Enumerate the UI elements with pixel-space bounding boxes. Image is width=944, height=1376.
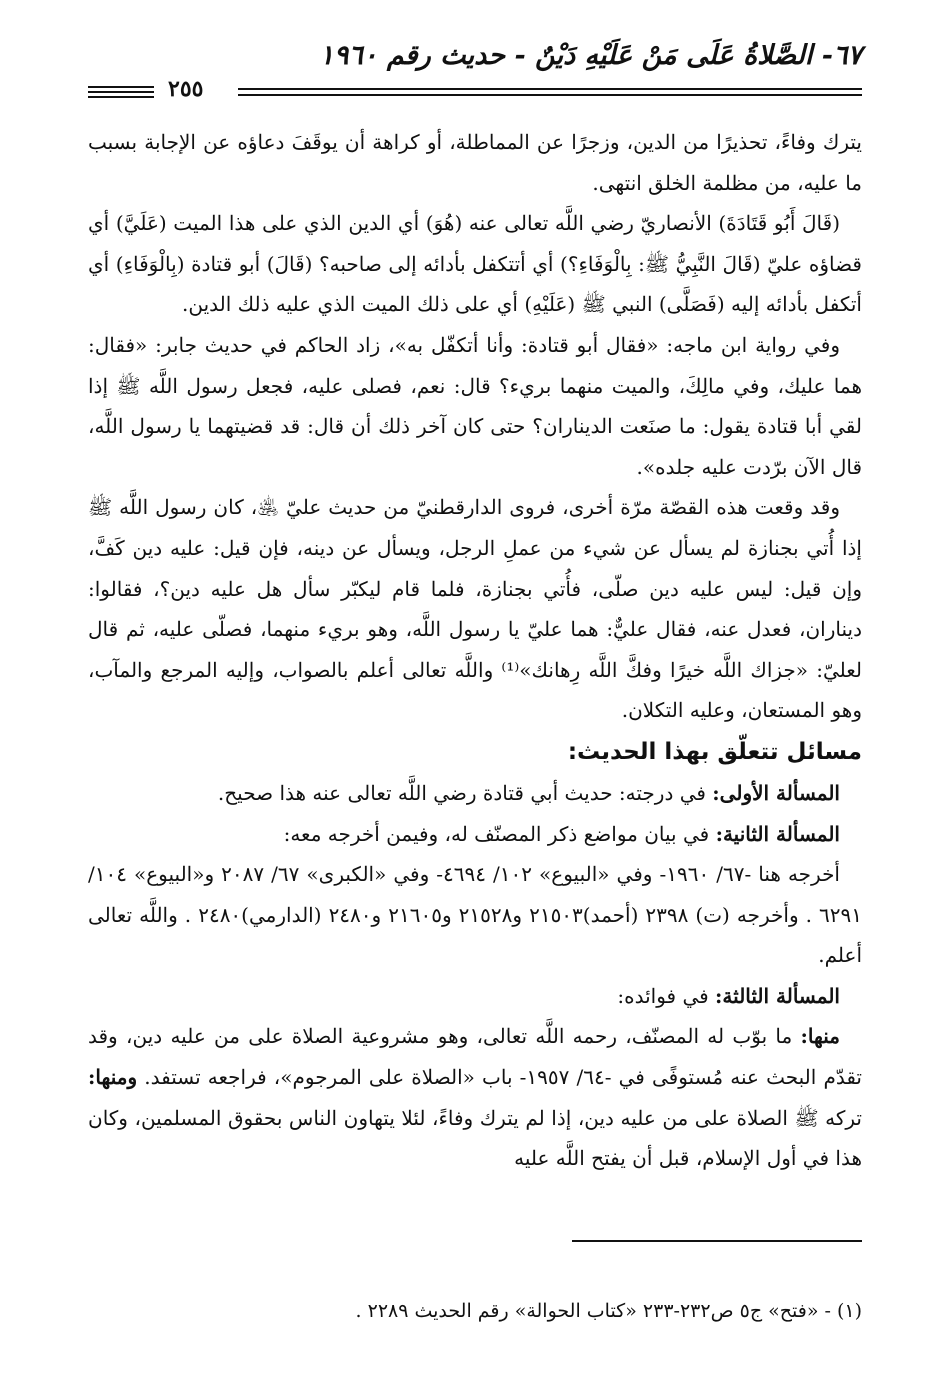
section-heading: مسائل تتعلّق بهذا الحديث: bbox=[567, 738, 862, 765]
issue-second-body: أخرجه هنا -٦٧/ ١٩٦٠- وفي «البيوع» ١٠٢/ ٤٦٩٤- وفي «الكبرى» ٦٧/ ٢٠٨٧ و«البيوع» ١٠٤/ ٦٢٩١ . وأخرجه (ت) ٢٣٩٨ (أحمد)٢١٥٠٣ و٢١٥٢٨ و٢١٦٠٥ و٢٤٨٠ (الدارمي)٢٤٨٠ . واللَّه تعالى أعلم. bbox=[88, 862, 863, 968]
benefit-text: ما بوّب له المصنّف، رحمه اللَّه تعالى، وهو مشروعية الصلاة على من عليه دين، وقد تقدّم البحث عنه مُستوفًى في -٦٤/ ١٩٥٧- باب «الصلاة على المرجوم»، فراجعه تستفد. bbox=[88, 1024, 863, 1090]
issue-text: في بيان مواضع ذكر المصنّف له، وفيمن أخرجه معه: bbox=[283, 821, 710, 846]
issue-label: المسألة الثانية: bbox=[715, 821, 840, 846]
chapter-header: ٦٧- الصَّلاةُ عَلَى مَنْ عَلَيْهِ دَيْنٌ - حديث رقم ١٩٦٠ bbox=[319, 40, 862, 71]
page-number: ٢٥٥ bbox=[168, 76, 204, 102]
header-rule-top bbox=[238, 88, 862, 90]
issue-label: المسألة الثالثة: bbox=[715, 983, 840, 1008]
benefits bbox=[88, 1016, 862, 1178]
issue-third bbox=[88, 976, 862, 1017]
main-text bbox=[88, 122, 862, 1179]
benefit-text: تركه ﷺ الصلاة على من عليه دين، إذا لم يترك وفاءً، لئلا يتهاون الناس بحقوق المسلمين، وكان هذا في أول الإسلام، قبل أن يفتح اللَّه عليه bbox=[88, 1105, 862, 1171]
page-number-rule-2 bbox=[88, 91, 154, 93]
footnote-divider bbox=[572, 1240, 862, 1242]
benefit-label: منها: bbox=[800, 1024, 840, 1049]
page-number-rule-1 bbox=[88, 86, 154, 88]
issue-label: المسألة الأولى: bbox=[712, 780, 840, 805]
footnote: (١) - «فتح» ج٥ ص٢٣٢-٢٣٣ «كتاب الحوالة» رقم الحديث ٢٢٨٩ . bbox=[355, 1300, 862, 1322]
issue-text: في درجته: حديث أبي قتادة رضي اللَّه تعالى عنه هذا صحيح. bbox=[217, 780, 706, 805]
issue-first bbox=[88, 773, 862, 814]
issue-second bbox=[88, 814, 862, 855]
issue-text: في فوائده: bbox=[617, 983, 709, 1008]
paragraph: وقد وقعت هذه القصّة مرّة أخرى، فروى الدارقطنيّ من حديث عليّ ﵁، كان رسول اللَّه ﷺ إذا أُتي بجنازة لم يسأل عن شيء من عملِ الرجل، ويسأل عن دينه، فإن قيل: عليه دين كَفَّ، وإن قيل: ليس عليه دين صلّى، فأُتي بجنازة، فلما قام ليكبّر سأل هل عليه دين؟، فقالوا: ديناران، فعدل عنه، فقال عليٌّ: هما عليّ يا رسول اللَّه، وهو بريء منهما، فصلّى عليه، ثم قال لعليّ: «جزاك اللَّه خيرًا وفكَّ اللَّه رِهانك»⁽¹⁾ واللَّه تعالى أعلم بالصواب، وإليه المرجع والمآب، وهو المستعان، وعليه التكلان. bbox=[88, 495, 863, 723]
header-rule-bottom bbox=[238, 94, 862, 96]
paragraph: (قَالَ أَبُو قَتَادَةَ) الأنصاريّ رضي اللَّه تعالى عنه (هُوَ) أي الدين الذي على هذا الميت (عَلَيَّ) أي قضاؤه عليّ (قَالَ النَّبِيُّ ﷺ: بِالْوَفَاءِ؟) أي أتتكفل بأدائه إلى صاحبه؟ (قَالَ) أبو قتادة (بِالْوَفَاءِ) أي أتكفل بأدائه إليه (فَصَلَّى) النبي ﷺ (عَلَيْهِ) أي على ذلك الميت الذي عليه ذلك الدين. bbox=[88, 211, 862, 317]
benefit-label: ومنها: bbox=[88, 1065, 138, 1090]
page-number-rule-3 bbox=[88, 96, 154, 98]
paragraph: وفي رواية ابن ماجه: «فقال أبو قتادة: وأنا أتكفّل به»، زاد الحاكم في حديث جابر: «فقال: هما عليك، وفي مالِكَ، والميت منهما بريء؟ قال: نعم، فصلى عليه، فجعل رسول اللَّه ﷺ إذا لقي أبا قتادة يقول: ما صنَعت الديناران؟ حتى كان آخر ذلك أن قال: قد قضيتهما يا رسول اللَّه، قال الآن برّدت عليه جلده». bbox=[88, 332, 863, 479]
paragraph: يترك وفاءً، تحذيرًا من الدين، وزجرًا عن المماطلة، أو كراهة أن يوقَفَ دعاؤه عن الإجابة بسبب ما عليه، من مظلمة الخلق انتهى. bbox=[88, 130, 862, 195]
